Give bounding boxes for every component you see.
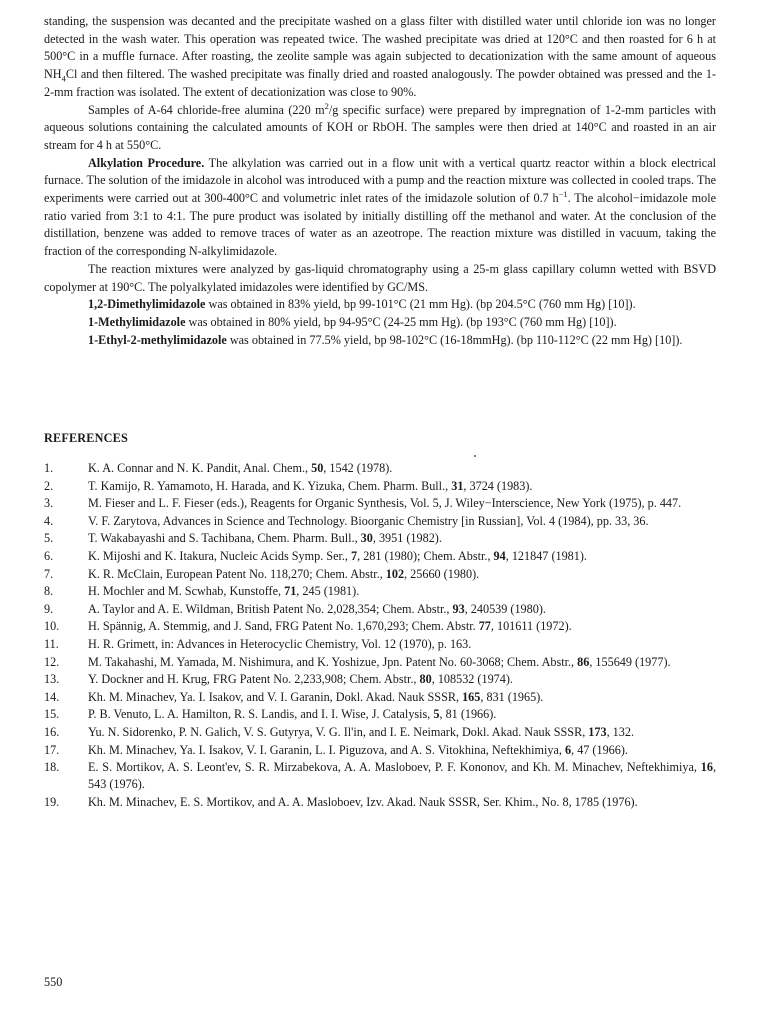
- text-run: , 47 (1966).: [571, 742, 628, 757]
- text-run: Kh. M. Minachev, Ya. I. Isakov, V. I. Garanin, L. I. Piguzova, and A. S. Vitokhina, Neftekhimiya,: [88, 742, 565, 757]
- reference-number: 6.: [44, 548, 54, 563]
- text-run: Samples of A-64 chloride-free alumina (220 m: [88, 102, 325, 117]
- text-run: Y. Dockner and H. Krug, FRG Patent No. 2,233,908; Chem. Abstr.,: [88, 672, 420, 687]
- text-run: M. Fieser and L. F. Fieser (eds.), Reagents for Organic Synthesis, Vol. 5, J. Wiley−Interscience, New York (1975), p. 447.: [88, 496, 682, 511]
- paragraph: [44, 13, 716, 102]
- bold-text: 5: [433, 707, 440, 722]
- text-run: , 245 (1981).: [296, 584, 360, 599]
- reference-item: [44, 654, 716, 671]
- references-heading: REFERENCES: [44, 431, 128, 445]
- bold-text: 16: [700, 760, 713, 775]
- text-run: , 240539 (1980).: [464, 601, 546, 616]
- text-run: Kh. M. Minachev, Ya. I. Isakov, and V. I. Garanin, Dokl. Akad. Nauk SSSR,: [88, 689, 463, 704]
- bold-text: 77: [478, 619, 491, 634]
- reference-text: [88, 601, 716, 618]
- bold-text: 93: [452, 601, 465, 616]
- paragraph: [44, 296, 716, 314]
- reference-item: [44, 742, 716, 759]
- text-run: T. Wakabayashi and S. Tachibana, Chem. Pharm. Bull.,: [88, 531, 361, 546]
- text-run: , 281 (1980); Chem. Abstr.,: [357, 548, 494, 563]
- reference-number: 4.: [44, 513, 54, 528]
- reference-number: 8.: [44, 584, 54, 599]
- reference-number: 10.: [44, 619, 60, 634]
- reference-item: [44, 689, 716, 706]
- paragraph: [44, 314, 716, 332]
- reference-text: [88, 460, 716, 477]
- reference-text: [88, 478, 716, 495]
- text-run: . The alcohol−imidazole mole ratio varied from 3:1 to 4:1. The pure product was isolated by initially distilling off the methanol and water. At the conclusion of the distillation, benzene was added to remove traces of water as an azeotrope. The reaction mixture was distilled in vacuum, taking the fraction of the corresponding N-alkylimidazole.: [44, 191, 716, 259]
- reference-text: [88, 636, 716, 653]
- bold-text: 1,2-Dimethylimidazole: [88, 297, 206, 312]
- references-list: [44, 460, 716, 811]
- experimental-section: [44, 13, 716, 349]
- reference-number: 12.: [44, 654, 60, 669]
- bold-text: 50: [311, 461, 324, 475]
- bold-text: 173: [588, 724, 607, 739]
- reference-item: [44, 495, 716, 512]
- reference-number: 18.: [44, 760, 60, 775]
- text-run: P. B. Venuto, L. A. Hamilton, R. S. Landis, and I. I. Wise, J. Catalysis,: [88, 707, 434, 722]
- reference-number: 2.: [44, 478, 54, 493]
- bold-text: 71: [284, 584, 297, 599]
- text-run: T. Kamijo, R. Yamamoto, H. Harada, and K. Yizuka, Chem. Pharm. Bull.,: [88, 478, 452, 493]
- bold-text: 30: [360, 531, 373, 546]
- text-run: K. R. McClain, European Patent No. 118,270; Chem. Abstr.,: [88, 566, 386, 581]
- reference-item: [44, 794, 716, 811]
- bold-text: 102: [385, 566, 405, 581]
- reference-item: [44, 724, 716, 741]
- text-run: V. F. Zarytova, Advances in Science and Technology. Bioorganic Chemistry [in Russian], Vol. 4 (1984), pp. 33, 36.: [88, 513, 649, 528]
- bold-text: 1-Ethyl-2-methylimidazole: [88, 332, 227, 347]
- reference-number: 3.: [44, 496, 54, 511]
- reference-number: 11.: [44, 636, 59, 651]
- paragraph: [44, 332, 716, 350]
- text-run: , 101611 (1972).: [490, 619, 572, 634]
- text-run: H. Spännig, A. Stemmig, and J. Sand, FRG Patent No. 1,670,293; Chem. Abstr.: [88, 619, 479, 634]
- text-run: The alkylation was carried out in a flow unit with a vertical quartz reactor within a block electrical furnace. The solution of the imidazole in alcohol was introduced with a pump and the reaction mixture was collected in cooled traps. The experiments were carried out at 300-400°C and volumetric inlet rates of the imidazole solution of 0.7 h: [44, 155, 716, 206]
- bold-text: 94: [493, 548, 506, 563]
- reference-item: [44, 671, 716, 688]
- text-run: , 108532 (1974).: [431, 672, 513, 687]
- text-run: was obtained in 83% yield, bp 99-101°C (21 mm Hg). (bp 204.5°C (760 mm Hg) [10]).: [205, 297, 636, 312]
- text-run: , 25660 (1980).: [404, 566, 480, 581]
- reference-text: [88, 495, 716, 512]
- reference-text: [88, 548, 716, 565]
- reference-item: [44, 601, 716, 618]
- text-run: standing, the suspension was decanted and the precipitate washed on a glass filter with distilled water until chloride ion was no longer detected in the wash water. This operation was repeated twice. The washed precipitate was dried at 120°C and then roasted for 6 h at 500°C in a muffle furnace. After roasting, the zeolite sample was again subjected to decationization with the same amount of aqueous NH: [44, 14, 716, 82]
- text-run: , 831 (1965).: [480, 689, 544, 704]
- reference-text: [88, 530, 716, 547]
- reference-item: [44, 583, 716, 600]
- reference-text: [88, 742, 716, 759]
- reference-item: [44, 706, 716, 723]
- text-run: , 81 (1966).: [439, 707, 497, 722]
- reference-number: 1.: [44, 461, 54, 475]
- scan-speck: [474, 455, 476, 457]
- text-run: H. Mochler and M. Scwhab, Kunstoffe,: [88, 584, 285, 599]
- reference-number: 13.: [44, 672, 60, 687]
- text-run: K. Mijoshi and K. Itakura, Nucleic Acids Symp. Ser.,: [88, 548, 352, 563]
- reference-number: 9.: [44, 601, 54, 616]
- reference-text: [88, 654, 716, 671]
- reference-item: [44, 513, 716, 530]
- text-run: , 132.: [606, 724, 634, 739]
- superscript-text: −1: [558, 188, 568, 199]
- reference-text: [88, 706, 716, 723]
- text-run: was obtained in 80% yield, bp 94-95°C (24-25 mm Hg). (bp 193°C (760 mm Hg) [10]).: [185, 314, 617, 329]
- reference-text: [88, 724, 716, 741]
- bold-text: 80: [419, 672, 432, 687]
- paragraph: [44, 102, 716, 155]
- text-run: , 155649 (1977).: [589, 654, 671, 669]
- text-run: , 121847 (1981).: [505, 548, 587, 563]
- reference-item: [44, 460, 716, 477]
- text-run: /g specific surface) were prepared by impregnation of 1-2-mm particles with aqueous solutions containing the calculated amounts of KOH or RbOH. The samples were then dried at 140°C and roasted in an air stream for 4 h at 550°C.: [44, 102, 716, 152]
- reference-item: [44, 618, 716, 635]
- reference-text: [88, 618, 716, 635]
- bold-text: 1-Methylimidazole: [88, 314, 186, 329]
- text-run: M. Takahashi, M. Yamada, M. Nishimura, and K. Yoshizue, Jpn. Patent No. 60-3068; Chem. Abstr.,: [88, 654, 578, 669]
- reference-text: [88, 689, 716, 706]
- text-run: K. A. Connar and N. K. Pandit, Anal. Chem.,: [88, 461, 312, 475]
- reference-text: [88, 513, 716, 530]
- bold-text: 7: [351, 548, 358, 563]
- text-run: H. R. Grimett, in: Advances in Heterocyclic Chemistry, Vol. 12 (1970), p. 163.: [88, 636, 472, 651]
- reference-text: [88, 583, 716, 600]
- bold-text: 6: [565, 742, 572, 757]
- reference-number: 7.: [44, 566, 54, 581]
- bold-text: 31: [451, 478, 464, 493]
- text-run: , 543 (1976).: [88, 760, 716, 792]
- text-run: The reaction mixtures were analyzed by gas-liquid chromatography using a 25-m glass capillary column wetted with BSVD copolymer at 190°C. The polyalkylated imidazoles were identified by GC/MS.: [44, 261, 716, 294]
- text-run: , 1542 (1978).: [323, 461, 393, 475]
- reference-number: 15.: [44, 707, 60, 722]
- reference-item: [44, 566, 716, 583]
- bold-text: Alkylation Procedure.: [88, 155, 205, 170]
- reference-number: 19.: [44, 794, 60, 809]
- reference-item: [44, 636, 716, 653]
- reference-number: 14.: [44, 689, 60, 704]
- reference-item: [44, 478, 716, 495]
- paragraph: [44, 261, 716, 296]
- bold-text: 86: [577, 654, 590, 669]
- subscript-text: 4: [61, 73, 66, 84]
- bold-text: 165: [462, 689, 481, 704]
- superscript-text: 2: [324, 100, 329, 111]
- page-number: 550: [44, 975, 63, 989]
- reference-text: [88, 671, 716, 688]
- text-run: E. S. Mortikov, A. S. Leont'ev, S. R. Mirzabekova, A. A. Masloboev, P. F. Kononov, and Kh. M. Minachev, Neftekhimiya,: [88, 760, 701, 775]
- reference-item: [44, 759, 716, 793]
- reference-text: [88, 794, 716, 811]
- text-run: Cl and then filtered. The washed precipitate was finally dried and roasted analogously. The powder obtained was pressed and the 1-2-mm fraction was isolated. The extent of decationization was close to 90%.: [44, 67, 716, 99]
- reference-number: 5.: [44, 531, 54, 546]
- reference-text: [88, 759, 716, 793]
- text-run: Kh. M. Minachev, E. S. Mortikov, and A. A. Masloboev, Izv. Akad. Nauk SSSR, Ser. Khim., No. 8, 1785 (1976).: [88, 794, 638, 809]
- reference-number: 17.: [44, 742, 60, 757]
- reference-text: [88, 566, 716, 583]
- text-run: was obtained in 77.5% yield, bp 98-102°C (16-18mmHg). (bp 110-112°C (22 mm Hg) [10]).: [226, 332, 683, 347]
- text-run: A. Taylor and A. E. Wildman, British Patent No. 2,028,354; Chem. Abstr.,: [88, 601, 453, 616]
- reference-item: [44, 530, 716, 547]
- paragraph: [44, 155, 716, 261]
- text-run: , 3724 (1983).: [463, 478, 533, 493]
- reference-number: 16.: [44, 724, 60, 739]
- reference-item: [44, 548, 716, 565]
- text-run: , 3951 (1982).: [372, 531, 442, 546]
- text-run: Yu. N. Sidorenko, P. N. Galich, V. S. Gutyrya, V. G. Il'in, and I. E. Neimark, Dokl. Akad. Nauk SSSR,: [88, 724, 589, 739]
